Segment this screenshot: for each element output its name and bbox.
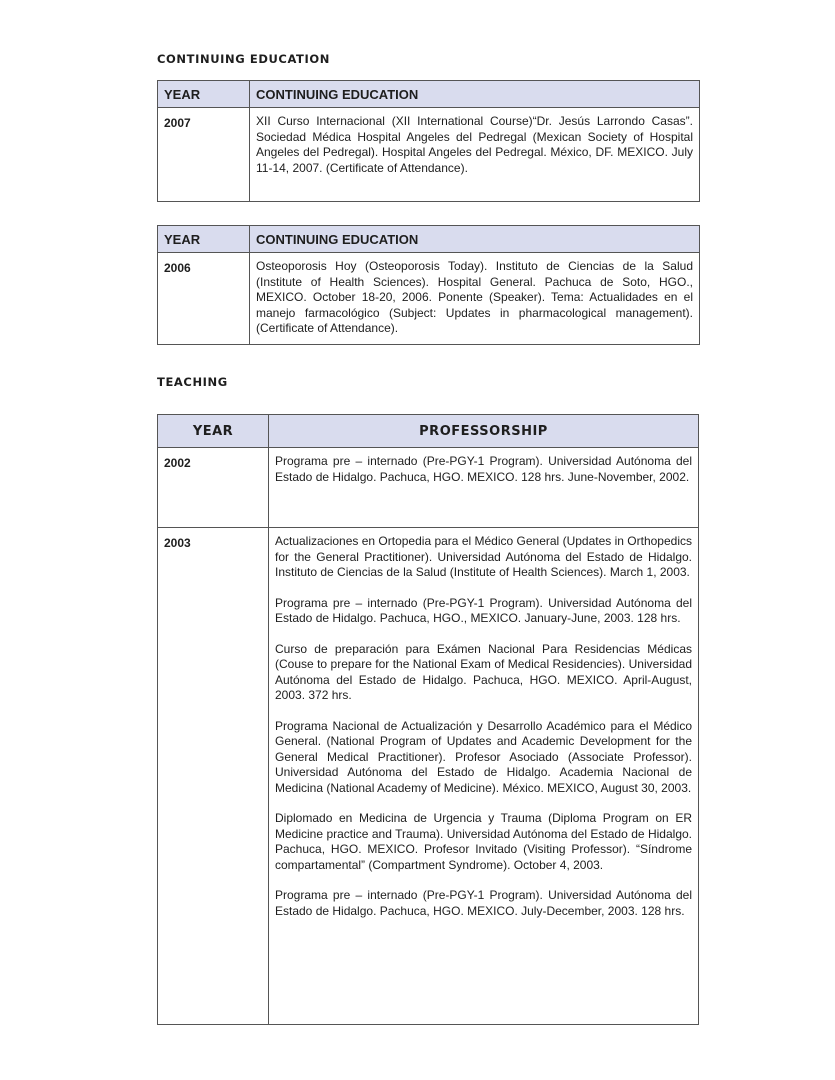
- table-row: [158, 528, 699, 1025]
- professorship-item: Actualizaciones en Ortopedia para el Médico General (Updates in Orthopedics for the General Practitioner). Universidad Autónoma del Estado de Hidalgo. Instituto de Ciencias de la Salud (Institute of Health Sciences). March 1, 2003.: [275, 534, 692, 579]
- row-content: [269, 528, 699, 1025]
- professorship-item: Programa Nacional de Actualización y Desarrollo Académico para el Médico General. (National Program of Updates and Academic Development for the General Medical Practitioner). Profesor Asociado (Associate Professor). Universidad Autónoma del Estado de Hidalgo. Academia Nacional de Medicina (National Academy of Medicine). México. MEXICO, August 30, 2003.: [275, 718, 692, 795]
- table-header-row: [158, 415, 699, 448]
- table-row: [158, 108, 700, 202]
- continuing-education-column-header: CONTINUING EDUCATION: [250, 81, 700, 108]
- table-row: [158, 253, 700, 345]
- table-header-row: [158, 81, 700, 108]
- professorship-item: Programa pre – internado (Pre-PGY-1 Program). Universidad Autónoma del Estado de Hidalgo. Pachuca, HGO. MEXICO. July-December, 2003. 128 hrs.: [275, 888, 692, 918]
- professorship-item: Diplomado en Medicina de Urgencia y Trauma (Diploma Program on ER Medicine practice and Trauma). Universidad Autónoma del Estado de Hidalgo. Pachuca, HGO. MEXICO. Profesor Invitado (Visiting Professor). “Síndrome compartamental” (Compartment Syndrome). October 4, 2003.: [275, 811, 692, 872]
- table-row: [158, 448, 699, 528]
- professorship-column-header: PROFESSORSHIP: [269, 415, 699, 448]
- entry-year: 2007: [158, 108, 250, 202]
- entry-year: 2006: [158, 253, 250, 345]
- continuing-education-table-2006: [157, 225, 700, 345]
- row-content: [269, 448, 699, 528]
- continuing-education-heading: CONTINUING EDUCATION: [157, 52, 330, 66]
- professorship-item: Curso de preparación para Exámen Nacional Para Residencias Médicas (Couse to prepare for the National Exam of Medical Residencies). Universidad Autónoma del Estado de Hidalgo. Pachuca, HGO. MEXICO. April-August, 2003. 372 hrs.: [275, 641, 692, 702]
- row-year: 2002: [158, 448, 269, 528]
- entry-text: XII Curso Internacional (XII International Course)“Dr. Jesús Larrondo Casas”. Sociedad Médica Hospital Angeles del Pedregal (Mexican Society of Hospital Angeles del Pedregal). Hospital Angeles del Pedregal. México, DF. MEXICO. July 11-14, 2007. (Certificate of Attendance).: [250, 108, 700, 202]
- year-column-header: YEAR: [158, 415, 269, 448]
- teaching-heading: TEACHING: [157, 375, 228, 389]
- entry-text: Osteoporosis Hoy (Osteoporosis Today). Instituto de Ciencias de la Salud (Institute of Health Sciences). Hospital General. Pachuca de Soto, HGO., MEXICO. October 18-20, 2006. Ponente (Speaker). Tema: Actualidades en el manejo farmacológico (Subject: Updates in pharmacological management). (Certificate of Attendance).: [250, 253, 700, 345]
- row-year: 2003: [158, 528, 269, 1025]
- professorship-item: Programa pre – internado (Pre-PGY-1 Program). Universidad Autónoma del Estado de Hidalgo. Pachuca, HGO., MEXICO. January-June, 2003. 128 hrs.: [275, 595, 692, 625]
- table-header-row: [158, 226, 700, 253]
- year-column-header: YEAR: [158, 81, 250, 108]
- professorship-item: Programa pre – internado (Pre-PGY-1 Program). Universidad Autónoma del Estado de Hidalgo. Pachuca, HGO. MEXICO. 128 hrs. June-November, 2002.: [275, 454, 692, 484]
- continuing-education-column-header: CONTINUING EDUCATION: [250, 226, 700, 253]
- continuing-education-table-2007: [157, 80, 700, 202]
- year-column-header: YEAR: [158, 226, 250, 253]
- teaching-table: [157, 414, 699, 1025]
